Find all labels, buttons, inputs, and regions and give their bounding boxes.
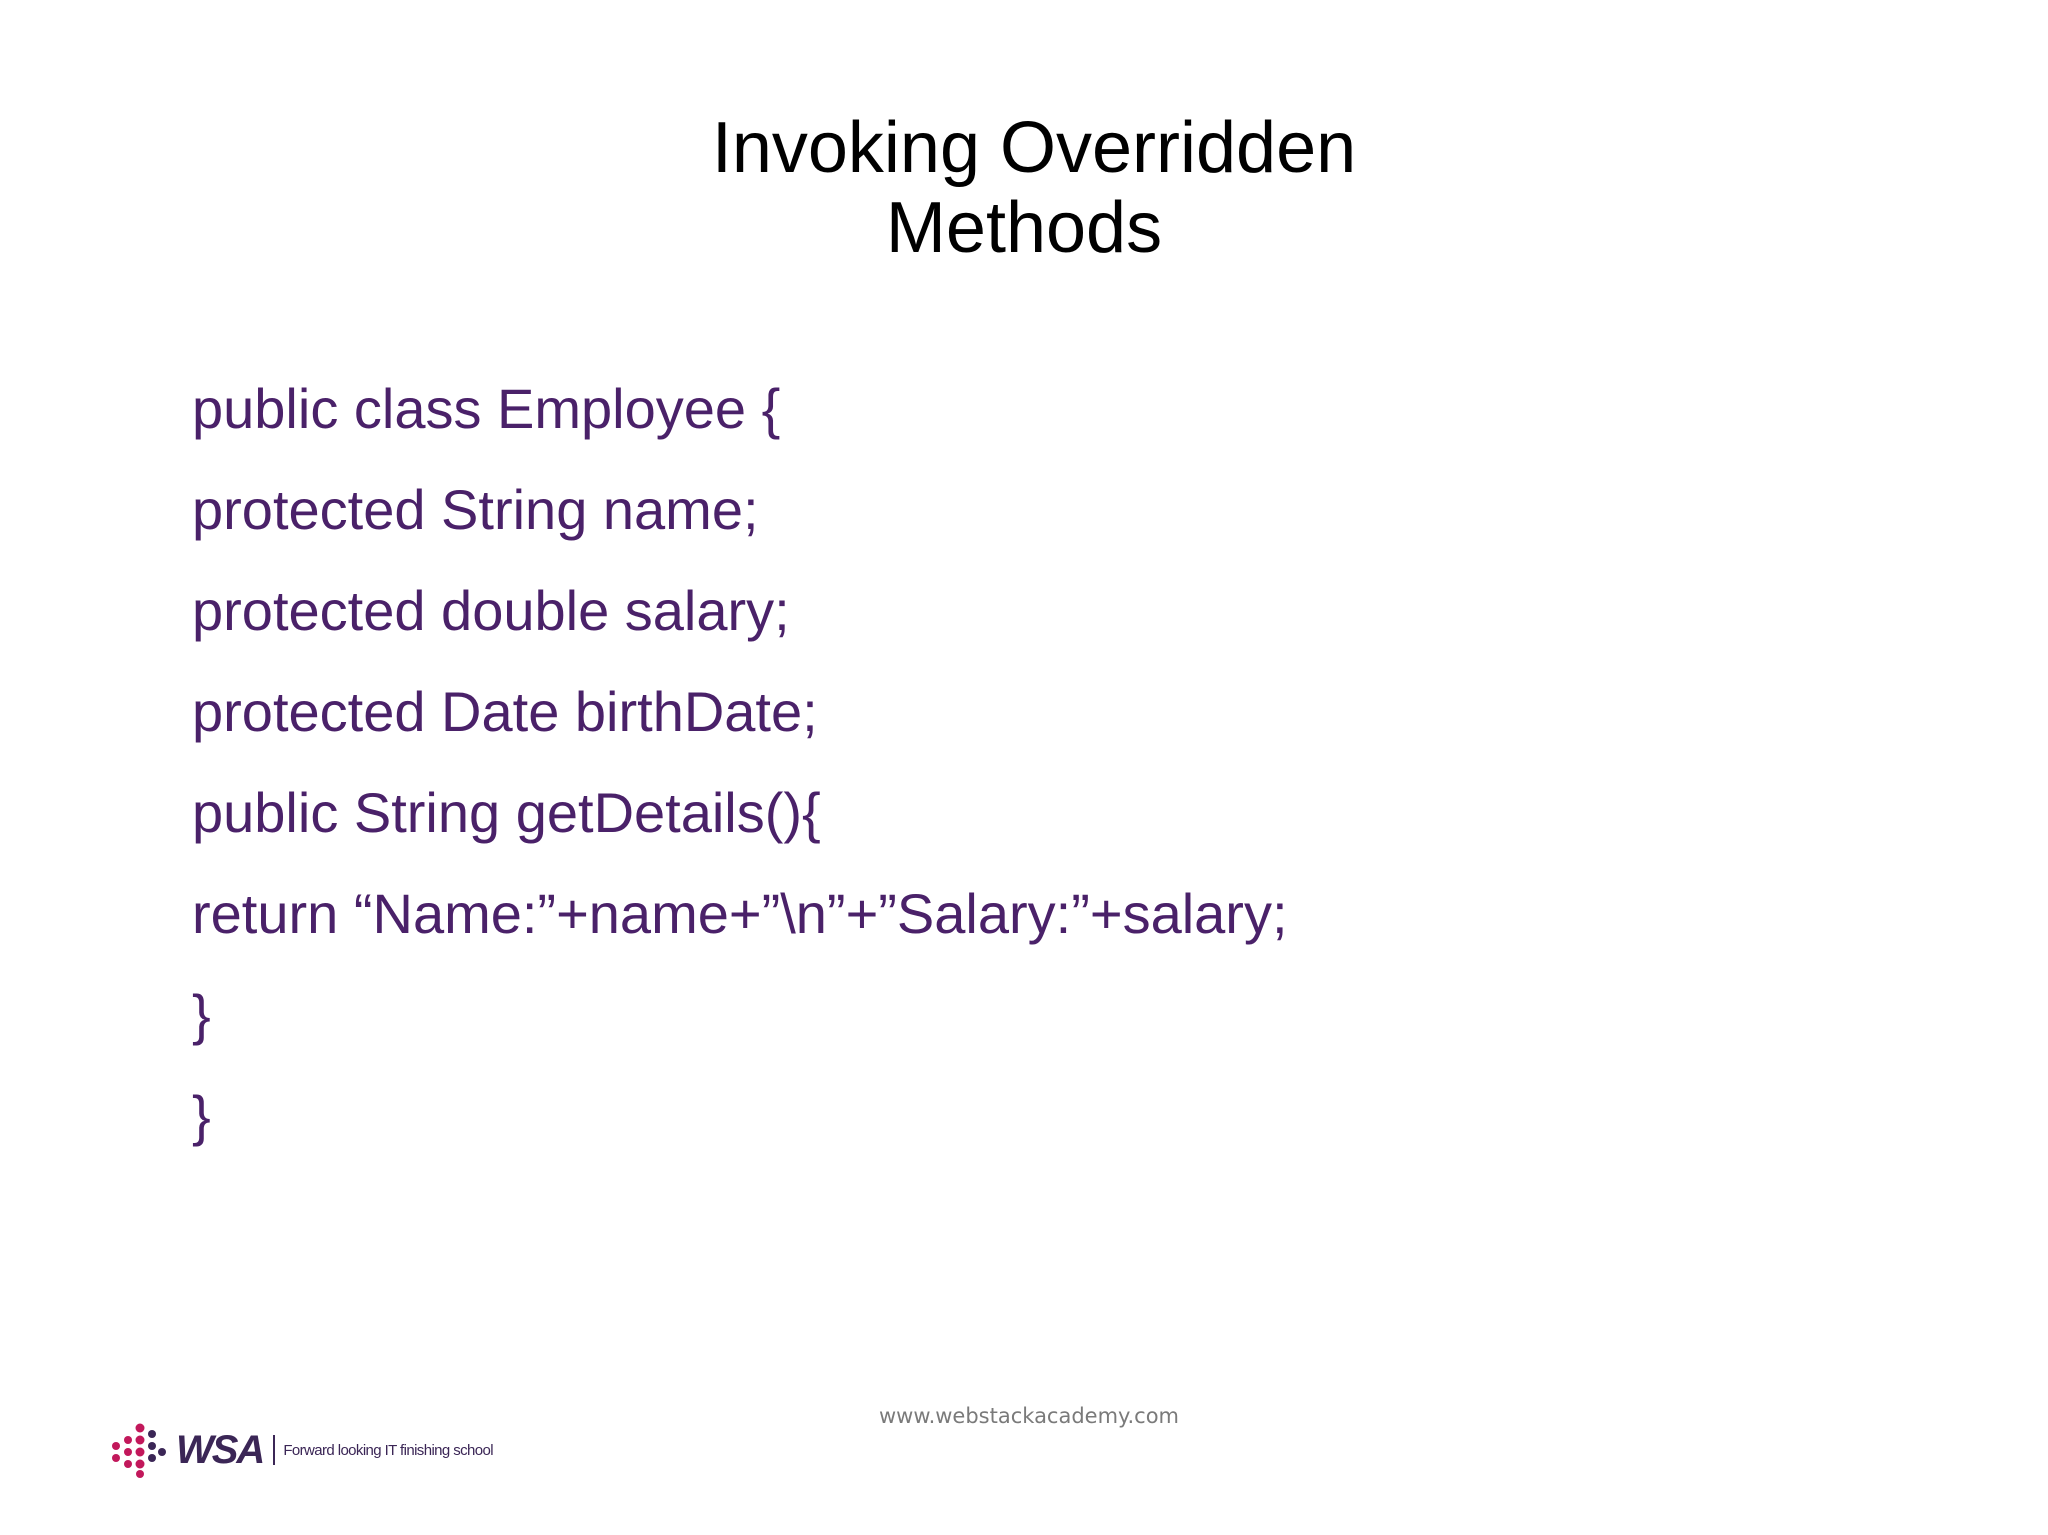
code-line: protected String name; <box>192 478 759 541</box>
slide-title-line-2: Methods <box>885 188 1163 268</box>
code-block <box>192 358 1288 1166</box>
code-line: protected double salary; <box>192 579 790 642</box>
wsa-dot-grid-icon <box>110 1422 168 1478</box>
wsa-logo <box>110 1420 493 1480</box>
code-line: } <box>192 1084 211 1147</box>
code-line: protected Date birthDate; <box>192 680 818 743</box>
code-line: } <box>192 983 211 1046</box>
logo-wordmark: WSA <box>176 1427 264 1472</box>
logo-tagline: Forward looking IT finishing school <box>283 1441 493 1459</box>
footer-url: www.webstackacademy.com <box>878 1404 1180 1428</box>
code-line: public String getDetails(){ <box>192 781 821 844</box>
slide-title <box>0 108 2048 268</box>
code-line: public class Employee { <box>192 377 781 440</box>
logo-divider <box>273 1435 275 1465</box>
slide-title-line-1: Invoking Overridden <box>711 108 1357 188</box>
code-line: return “Name:”+name+”\n”+”Salary:”+salary; <box>192 882 1288 945</box>
